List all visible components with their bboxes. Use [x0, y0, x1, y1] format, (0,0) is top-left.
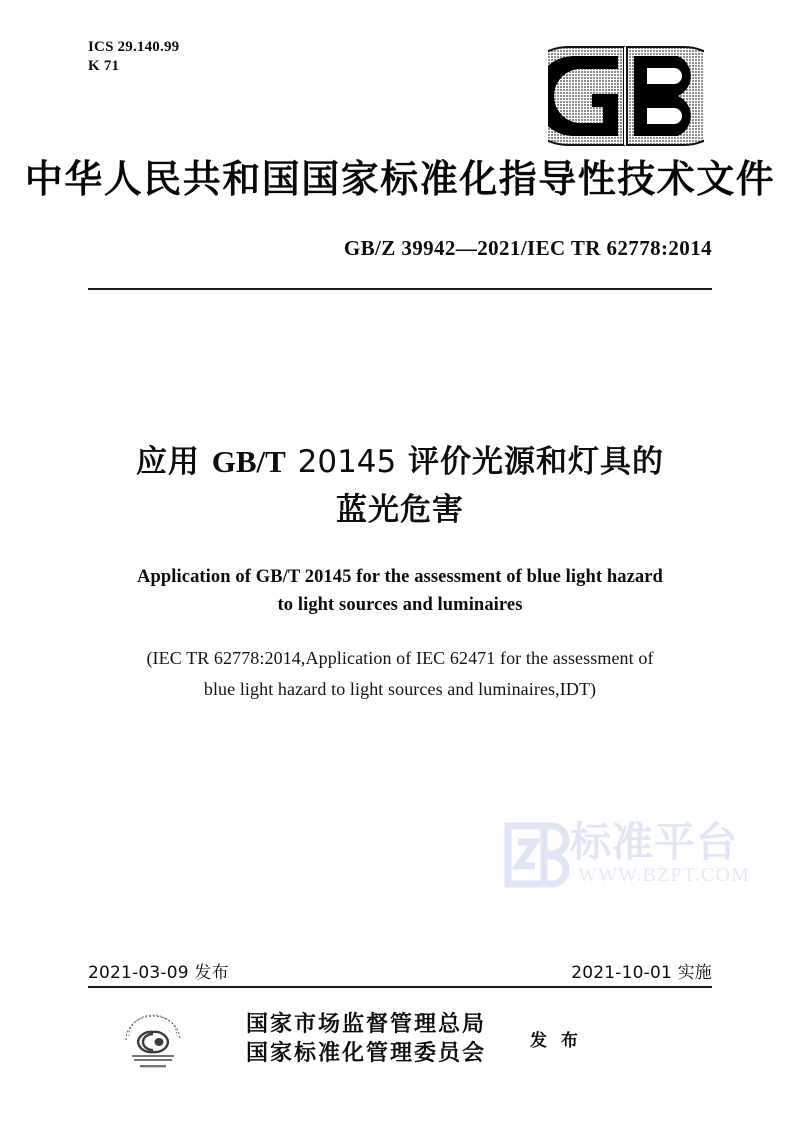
title-chinese: [100, 438, 700, 534]
issuing-authority: [246, 1010, 486, 1068]
title-english: [90, 563, 710, 619]
issue-date: 2021-03-09 发布: [88, 963, 229, 983]
source-standard-reference: [80, 643, 720, 705]
gb-emblem-icon: [548, 44, 704, 148]
title-standard-code: GB/T: [211, 444, 286, 479]
title-english-line2: to light sources and luminaires: [277, 595, 523, 615]
title-prefix: 应用: [135, 444, 200, 480]
issuing-authority-line2: 国家标准化管理委员会: [246, 1041, 487, 1066]
header-divider-rule: [88, 288, 712, 290]
standard-number: GB/Z 39942—2021/IEC TR 62778:2014: [343, 236, 712, 260]
title-suffix: 评价光源和灯具的: [408, 444, 665, 480]
title-standard-number: 20145: [297, 444, 397, 480]
title-chinese-line1: [100, 438, 700, 486]
national-document-type-heading: 中华人民共和国国家标准化指导性技术文件: [24, 157, 776, 201]
title-chinese-line2: 蓝光危害: [336, 492, 464, 528]
source-reference-line1: (IEC TR 62778:2014,Application of IEC 62471 for the assessment of: [146, 648, 654, 668]
ics-classification-block: [88, 38, 179, 76]
source-reference-line2: blue light hazard to light sources and luminaires,IDT): [203, 679, 597, 699]
effective-date: 2021-10-01 实施: [571, 963, 712, 983]
publish-label: 发 布: [530, 1031, 582, 1051]
issuing-authority-line1: 国家市场监督管理总局: [246, 1012, 487, 1037]
classification-code: K 71: [88, 58, 120, 74]
watermark-brand-text: 标准平台: [570, 818, 738, 866]
bzpt-logo-icon: [504, 822, 574, 888]
ics-code: ICS 29.140.99: [88, 39, 180, 55]
certification-seal-icon: [118, 1010, 188, 1072]
footer-divider-rule: [88, 986, 712, 988]
bzpt-watermark: [504, 818, 764, 906]
watermark-url-text: WWW.BZPT.COM: [578, 864, 751, 886]
title-english-line1: Application of GB/T 20145 for the assessment of blue light hazard: [137, 567, 663, 587]
